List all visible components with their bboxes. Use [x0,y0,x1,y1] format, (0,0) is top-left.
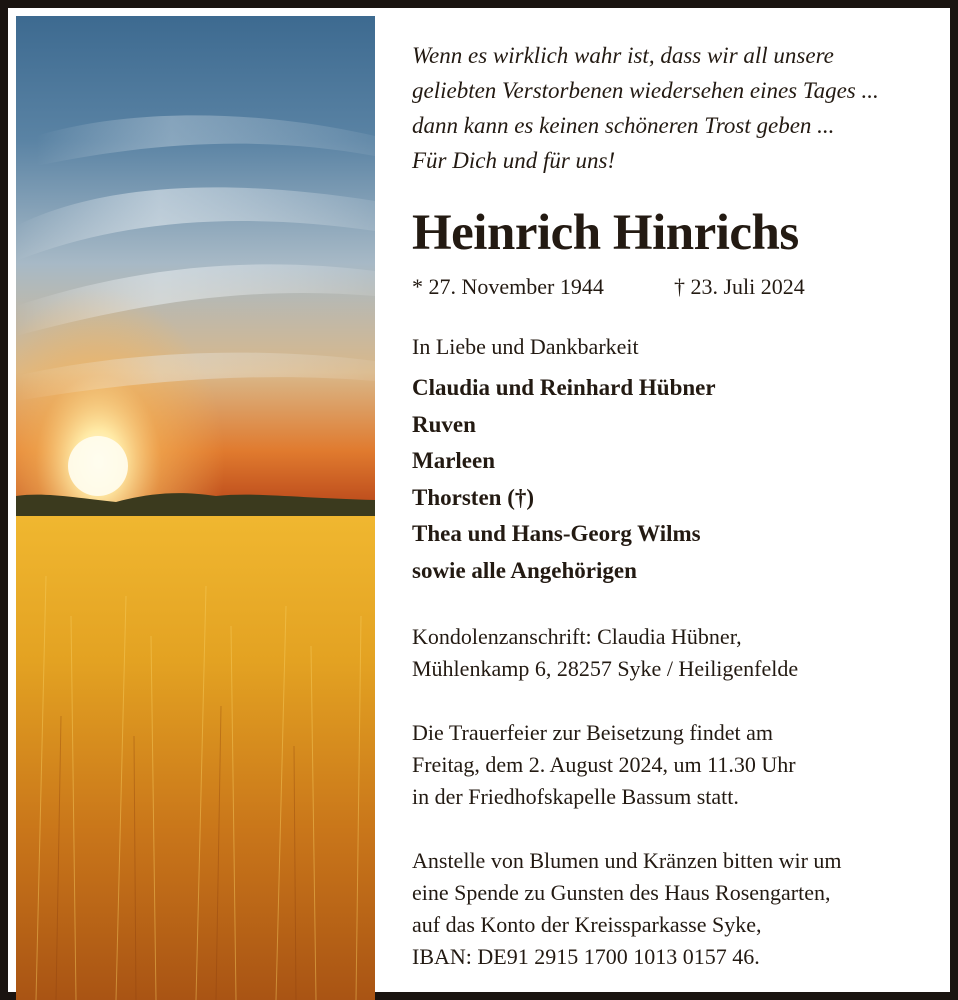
obituary-text [412,38,942,973]
family-member: Marleen [412,448,496,473]
family-member: Thea und Hans-Georg Wilms [412,521,701,546]
deceased-name: Heinrich Hinrichs [412,205,799,261]
verse-line: geliebten Verstorbenen wiedersehen eines Tages ... [412,78,879,103]
birth-date: * 27. November 1944 [412,274,604,299]
verse-line: dann kann es keinen schöneren Trost geben ... [412,113,835,138]
donation-line: IBAN: DE91 2915 1700 1013 0157 46. [412,944,760,969]
sunset-wheat-field-photo [16,16,375,1000]
condolence-line: Mühlenkamp 6, 28257 Syke / Heiligenfelde [412,656,799,681]
life-dates [412,272,942,302]
sunset-wheat-field-icon [16,16,375,1000]
condolence-address [412,621,942,685]
donation-line: eine Spende zu Gunsten des Haus Rosengarten, [412,880,831,905]
donation-line: auf das Konto der Kreissparkasse Syke, [412,912,762,937]
memorial-verse [412,38,942,178]
death-date: † 23. Juli 2024 [674,274,805,299]
family-member: Claudia und Reinhard Hübner [412,375,716,400]
condolence-line: Kondolenzanschrift: Claudia Hübner, [412,624,742,649]
verse-line: Wenn es wirklich wahr ist, dass wir all unsere [412,43,834,68]
family-list [412,370,942,589]
verse-line: Für Dich und für uns! [412,148,616,173]
ceremony-info [412,717,942,813]
ceremony-line: Freitag, dem 2. August 2024, um 11.30 Uhr [412,752,796,777]
dedication: In Liebe und Dankbarkeit [412,334,639,359]
family-member: Thorsten (†) [412,484,535,510]
ceremony-line: Die Trauerfeier zur Beisetzung findet am [412,720,774,745]
donation-info [412,845,942,973]
ceremony-line: in der Friedhofskapelle Bassum statt. [412,784,739,809]
family-member: sowie alle Angehörigen [412,557,637,583]
donation-line: Anstelle von Blumen und Kränzen bitten wir um [412,848,842,873]
family-member: Ruven [412,411,476,437]
